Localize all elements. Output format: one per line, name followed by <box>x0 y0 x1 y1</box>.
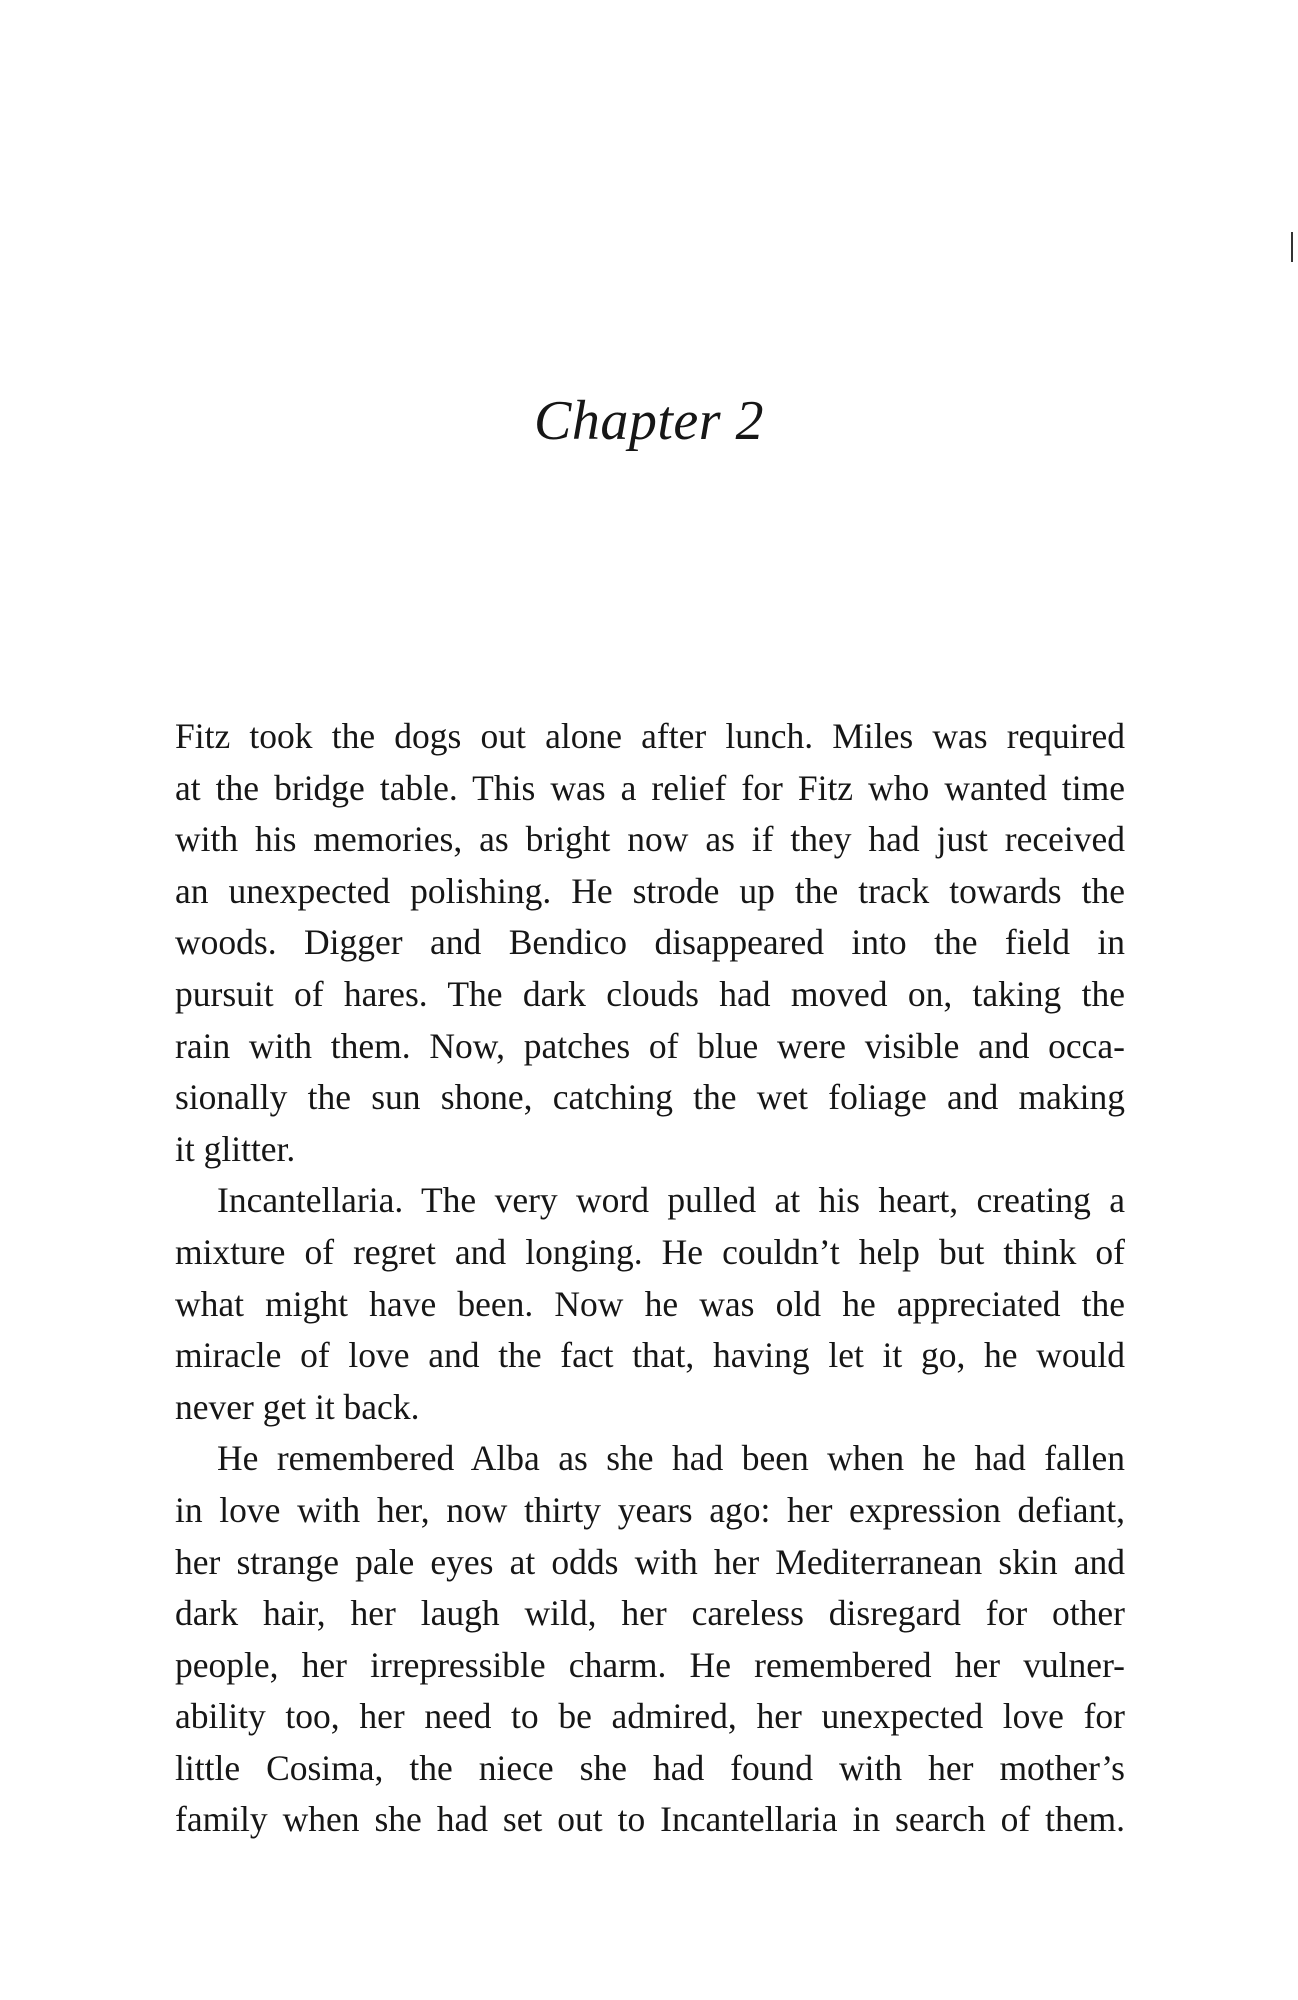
text-line: rain with them. Now, patches of blue were visible and occa- <box>175 1025 1125 1066</box>
text-line: at the bridge table. This was a relief for Fitz who wanted time <box>175 767 1125 808</box>
text-line: miracle of love and the fact that, having let it go, he would <box>175 1335 1125 1376</box>
text-line: ability too, her need to be admired, her unexpected love for <box>175 1696 1125 1737</box>
paragraph-1 <box>175 711 1125 1175</box>
paragraph-2 <box>175 1175 1125 1433</box>
paragraph-3 <box>175 1433 1125 1846</box>
text-line: mixture of regret and longing. He couldn’t help but think of <box>175 1231 1125 1272</box>
scan-edge-mark <box>1291 232 1293 262</box>
text-line: pursuit of hares. The dark clouds had moved on, taking the <box>175 973 1125 1014</box>
text-line: He remembered Alba as she had been when he had fallen <box>217 1438 1125 1479</box>
text-line: it glitter. <box>175 1128 296 1169</box>
text-line: Fitz took the dogs out alone after lunch. Miles was required <box>175 716 1125 756</box>
text-line: with his memories, as bright now as if they had just received <box>175 819 1125 860</box>
text-line: Incantellaria. The very word pulled at his heart, creating a <box>217 1180 1125 1221</box>
text-line: dark hair, her laugh wild, her careless disregard for other <box>175 1593 1125 1634</box>
text-line: little Cosima, the niece she had found with her mother’s <box>175 1747 1125 1788</box>
text-line: in love with her, now thirty years ago: her expression defiant, <box>175 1489 1125 1530</box>
chapter-body <box>175 711 1125 1846</box>
text-line: her strange pale eyes at odds with her Mediterranean skin and <box>175 1541 1125 1582</box>
text-line: never get it back. <box>175 1386 420 1427</box>
chapter-title: Chapter 2 <box>533 390 765 452</box>
text-line: woods. Digger and Bendico disappeared into the field in <box>175 922 1125 963</box>
text-line: sionally the sun shone, catching the wet foliage and making <box>175 1077 1125 1118</box>
text-line: what might have been. Now he was old he appreciated the <box>175 1283 1125 1324</box>
text-line: family when she had set out to Incantellaria in search of them. <box>175 1799 1125 1840</box>
text-line: people, her irrepressible charm. He remembered her vulner- <box>175 1644 1125 1685</box>
text-line: an unexpected polishing. He strode up the track towards the <box>175 870 1125 911</box>
